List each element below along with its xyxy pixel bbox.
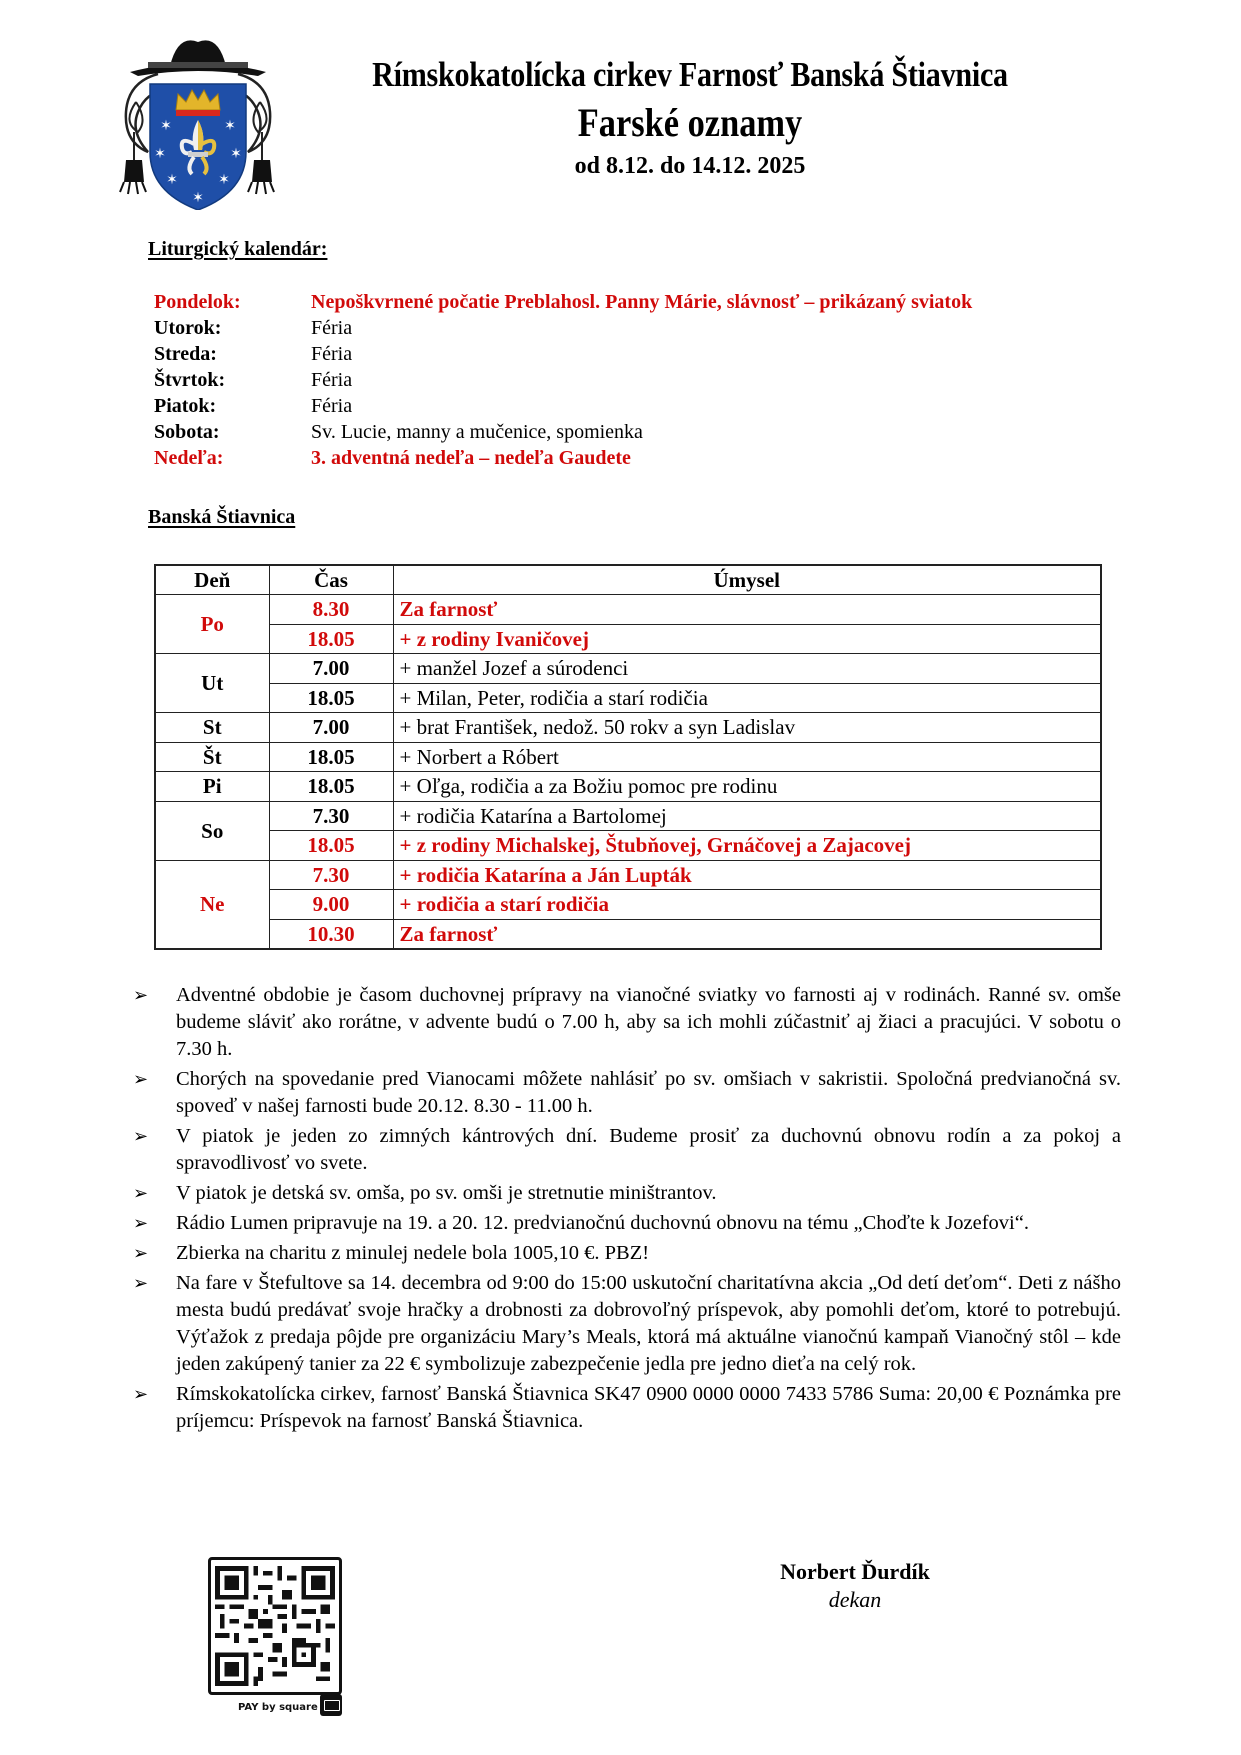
- intention-cell: + Norbert a Róbert: [393, 742, 1101, 772]
- arrow-bullet-icon: ➢: [133, 1126, 149, 1146]
- arrow-bullet-icon: ➢: [133, 1243, 149, 1263]
- day-cell: Ne: [155, 860, 269, 949]
- qr-code: [208, 1557, 342, 1695]
- calendar-description: Nepoškvrnené počatie Preblahosl. Panny Márie, slávnosť – prikázaný sviatok: [311, 291, 973, 313]
- mass-schedule-heading: Banská Štiavnica: [148, 506, 296, 528]
- table-row: [155, 624, 1101, 654]
- intention-cell: Za farnosť: [393, 919, 1101, 949]
- coat-of-arms-logo: [108, 32, 288, 210]
- time-cell: 8.30: [269, 595, 393, 625]
- calendar-description: Féria: [311, 369, 353, 391]
- date-range: od 8.12. do 14.12. 2025: [574, 153, 806, 179]
- calendar-row: [154, 445, 972, 471]
- notice-text: Chorých na spovedanie pred Vianocami môžete nahlásiť po sv. omšiach v sakristii. Spoločná predvianočná sv. spoveď v našej farnosti bude 20.12. 8.30 - 11.00 h.: [176, 1068, 1121, 1117]
- column-header-intention: Úmysel: [393, 565, 1101, 595]
- list-item: [133, 1180, 1123, 1207]
- calendar-row: [154, 315, 972, 341]
- day-cell: Ut: [155, 654, 269, 713]
- calendar-day: Sobota:: [154, 421, 220, 443]
- time-cell: 18.05: [269, 831, 393, 861]
- list-item: [133, 1210, 1123, 1237]
- card-icon: [320, 1694, 342, 1716]
- svg-text:✶: ✶: [218, 172, 230, 188]
- intention-cell: + z rodiny Michalskej, Štubňovej, Grnáčovej a Zajacovej: [393, 831, 1101, 861]
- svg-text:✶: ✶: [192, 190, 204, 206]
- calendar-day: Štvrtok:: [154, 369, 226, 391]
- notice-text: Na fare v Štefultove sa 14. decembra od 9:00 do 15:00 uskutoční charitatívna akcia „Od detí deťom“. Deti z nášho mesta budú predávať svoje hračky a drobnosti za dobrovoľný príspevok, aby pomohli deťom, ktoré to potrebujú. Výťažok z predaja pôjde pre organizáciu Mary’s Meals, ktorá má aktuálne vianočnú kampaň Vianočný stôl – kde jeden zakúpený tanier za 22 € symbolizuje zabezpečenie jedla pre jedno dieťa na celý rok.: [176, 1272, 1121, 1375]
- list-item: [133, 1066, 1123, 1120]
- signatory-name: Norbert Ďurdík: [780, 1559, 930, 1584]
- notice-text: Rímskokatolícka cirkev, farnosť Banská Štiavnica SK47 0900 0000 0000 7433 5786 Suma: 20,00 € Poznámka pre príjemcu: Príspevok na farnosť Banská Štiavnica.: [176, 1383, 1121, 1432]
- svg-text:✶: ✶: [166, 172, 178, 188]
- calendar-day: Pondelok:: [154, 291, 241, 313]
- intention-cell: + z rodiny Ivaničovej: [393, 624, 1101, 654]
- day-cell: Po: [155, 595, 269, 654]
- svg-text:✶: ✶: [230, 146, 242, 162]
- calendar-description: 3. adventná nedeľa – nedeľa Gaudete: [311, 447, 631, 469]
- list-item: [133, 1123, 1123, 1177]
- arrow-bullet-icon: ➢: [133, 1213, 149, 1233]
- svg-text:✶: ✶: [154, 146, 166, 162]
- notices-list: [133, 982, 1123, 1438]
- signature-block: [740, 1558, 970, 1614]
- notice-text: Rádio Lumen pripravuje na 19. a 20. 12. predvianočnú duchovnú obnovu na tému „Choďte k Jozefovi“.: [176, 1212, 1029, 1234]
- table-row: [155, 919, 1101, 949]
- calendar-row: [154, 367, 972, 393]
- liturgical-calendar: [154, 289, 972, 471]
- time-cell: 18.05: [269, 624, 393, 654]
- intention-cell: + rodičia Katarína a Bartolomej: [393, 801, 1101, 831]
- calendar-row: [154, 341, 972, 367]
- list-item: [133, 1270, 1123, 1378]
- qr-code-icon: [215, 1564, 335, 1688]
- list-item: [133, 982, 1123, 1063]
- day-cell: Pi: [155, 772, 269, 802]
- table-row: [155, 890, 1101, 920]
- time-cell: 7.30: [269, 801, 393, 831]
- day-cell: So: [155, 801, 269, 860]
- notice-text: Zbierka na charitu z minulej nedele bola 1005,10 €. PBZ!: [176, 1242, 650, 1264]
- calendar-day: Utorok:: [154, 317, 222, 339]
- calendar-row: [154, 419, 972, 445]
- calendar-description: Sv. Lucie, manny a mučenice, spomienka: [311, 421, 643, 443]
- arrow-bullet-icon: ➢: [133, 1183, 149, 1203]
- table-header-row: [155, 565, 1101, 595]
- calendar-description: Féria: [311, 343, 353, 365]
- table-row: [155, 860, 1101, 890]
- calendar-row: [154, 393, 972, 419]
- arrow-bullet-icon: ➢: [133, 985, 149, 1005]
- time-cell: 10.30: [269, 919, 393, 949]
- table-row: [155, 713, 1101, 743]
- column-header-day: Deň: [155, 565, 269, 595]
- calendar-day: Nedeľa:: [154, 447, 224, 469]
- svg-text:✶: ✶: [160, 118, 172, 134]
- calendar-description: Féria: [311, 317, 353, 339]
- day-cell: St: [155, 713, 269, 743]
- table-row: [155, 772, 1101, 802]
- pay-by-square-label: PAY by square: [238, 1702, 318, 1713]
- page-title: Farské oznamy: [577, 100, 803, 145]
- time-cell: 9.00: [269, 890, 393, 920]
- organization-title: Rímskokatolícka cirkev Farnosť Banská Štiavnica: [372, 55, 1008, 94]
- intention-cell: + Milan, Peter, rodičia a starí rodičia: [393, 683, 1101, 713]
- table-row: [155, 831, 1101, 861]
- day-cell: Št: [155, 742, 269, 772]
- time-cell: 18.05: [269, 742, 393, 772]
- time-cell: 7.00: [269, 654, 393, 684]
- intention-cell: + rodičia Katarína a Ján Lupták: [393, 860, 1101, 890]
- document-header: [300, 52, 1080, 182]
- intention-cell: + brat František, nedož. 50 rokv a syn Ladislav: [393, 713, 1101, 743]
- table-row: [155, 654, 1101, 684]
- time-cell: 7.00: [269, 713, 393, 743]
- list-item: [133, 1381, 1123, 1435]
- calendar-day: Piatok:: [154, 395, 217, 417]
- column-header-time: Čas: [269, 565, 393, 595]
- calendar-day: Streda:: [154, 343, 217, 365]
- time-cell: 18.05: [269, 683, 393, 713]
- list-item: [133, 1240, 1123, 1267]
- signatory-role: dekan: [828, 1587, 882, 1612]
- intention-cell: Za farnosť: [393, 595, 1101, 625]
- intention-cell: + rodičia a starí rodičia: [393, 890, 1101, 920]
- notice-text: Adventné obdobie je časom duchovnej prípravy na vianočné sviatky vo farnosti aj v rodinách. Ranné sv. omše budeme sláviť ako rorátne, v advente budú o 7.00 h, aby sa ich mohli zúčastniť aj žiaci a pracujúci. V sobotu o 7.30 h.: [176, 984, 1121, 1060]
- intention-cell: + manžel Jozef a súrodenci: [393, 654, 1101, 684]
- intention-cell: + Oľga, rodičia a za Božiu pomoc pre rodinu: [393, 772, 1101, 802]
- mass-schedule-table: [154, 564, 1102, 950]
- svg-text:✶: ✶: [224, 118, 236, 134]
- table-row: [155, 742, 1101, 772]
- calendar-description: Féria: [311, 395, 353, 417]
- table-row: [155, 595, 1101, 625]
- arrow-bullet-icon: ➢: [133, 1069, 149, 1089]
- arrow-bullet-icon: ➢: [133, 1384, 149, 1404]
- notice-text: V piatok je jeden zo zimných kántrových dní. Budeme prosiť za duchovnú obnovu rodín a za pokoj a spravodlivosť vo svete.: [176, 1125, 1121, 1174]
- table-row: [155, 683, 1101, 713]
- arrow-bullet-icon: ➢: [133, 1273, 149, 1293]
- coat-of-arms-icon: [108, 32, 288, 210]
- calendar-row: [154, 289, 972, 315]
- liturgical-calendar-heading: Liturgický kalendár:: [148, 238, 328, 260]
- time-cell: 18.05: [269, 772, 393, 802]
- time-cell: 7.30: [269, 860, 393, 890]
- notice-text: V piatok je detská sv. omša, po sv. omši je stretnutie miništrantov.: [176, 1182, 717, 1204]
- table-row: [155, 801, 1101, 831]
